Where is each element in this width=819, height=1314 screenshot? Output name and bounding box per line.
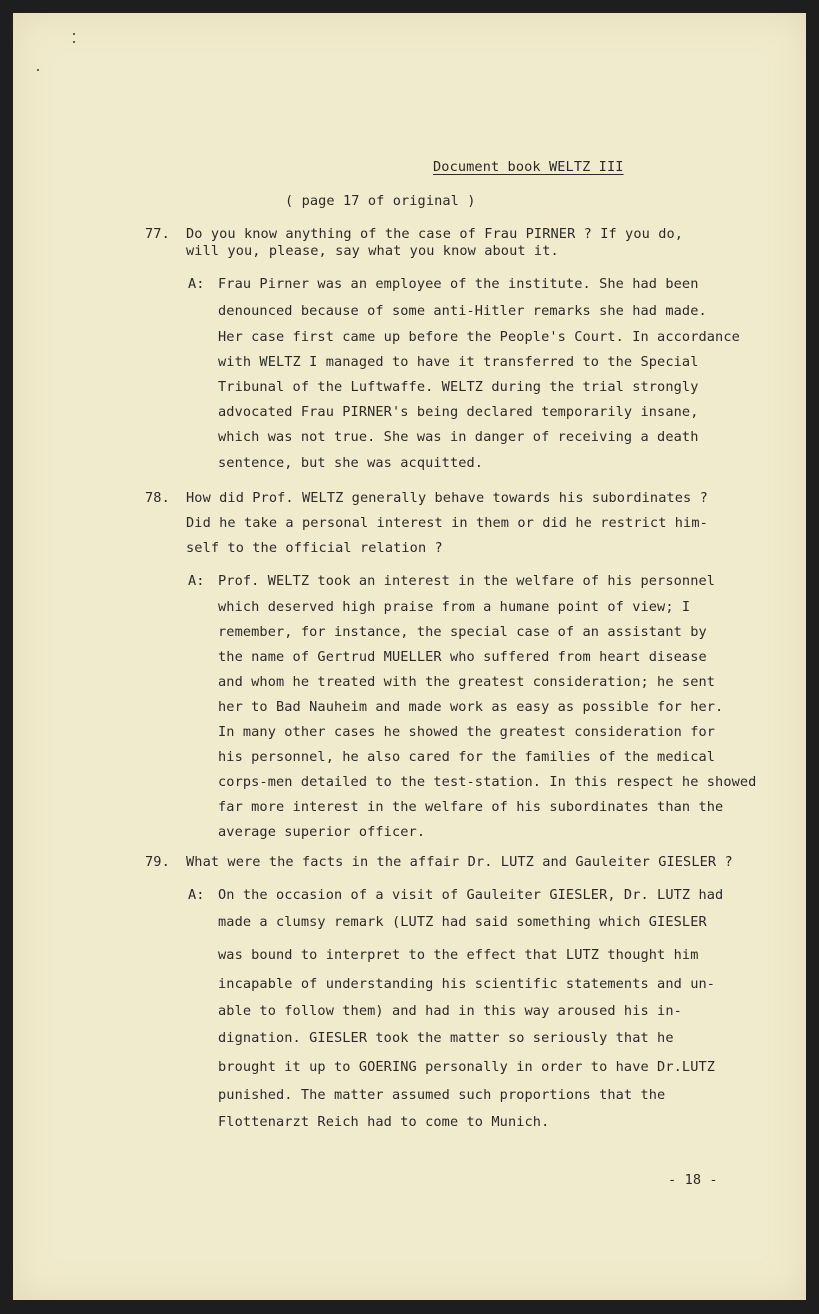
question-text-line: How did Prof. WELTZ generally behave towards his subordinates ? [186, 490, 708, 506]
answer-text-line: remember, for instance, the special case of an assistant by [218, 624, 707, 640]
answer-label: A: [188, 573, 205, 589]
answer-text-line: Frau Pirner was an employee of the institute. She had been [218, 276, 699, 292]
answer-text-line: which was not true. She was in danger of receiving a death [218, 429, 699, 445]
document-title: Document book WELTZ III [433, 159, 624, 175]
question-text-line: will you, please, say what you know about it. [186, 243, 559, 259]
question-text-line: Did he take a personal interest in them or did he restrict him- [186, 515, 708, 531]
answer-text-line: and whom he treated with the greatest consideration; he sent [218, 674, 716, 690]
answer-text-line: Tribunal of the Luftwaffe. WELTZ during the trial strongly [218, 379, 699, 395]
answer-text-line: On the occasion of a visit of Gauleiter GIESLER, Dr. LUTZ had [218, 887, 724, 903]
answer-text-line: incapable of understanding his scientific statements and un- [218, 976, 716, 992]
answer-text-line: far more interest in the welfare of his subordinates than the [218, 799, 724, 815]
paper-speck [37, 69, 39, 71]
answer-text-line: corps-men detailed to the test-station. In this respect he showed [218, 774, 757, 790]
answer-text-line: brought it up to GOERING personally in order to have Dr.LUTZ [218, 1059, 716, 1075]
answer-text-line: made a clumsy remark (LUTZ had said something which GIESLER [218, 914, 707, 930]
document-page [13, 13, 806, 1300]
answer-text-line: In many other cases he showed the greatest consideration for [218, 724, 716, 740]
answer-text-line: sentence, but she was acquitted. [218, 455, 484, 471]
answer-text-line: the name of Gertrud MUELLER who suffered from heart disease [218, 649, 707, 665]
answer-text-line: his personnel, he also cared for the families of the medical [218, 749, 716, 765]
answer-text-line: average superior officer. [218, 824, 426, 840]
answer-text-line: denounced because of some anti-Hitler remarks she had made. [218, 303, 707, 319]
answer-text-line: which deserved high praise from a humane point of view; I [218, 599, 691, 615]
answer-text-line: Her case first came up before the People's Court. In accordance [218, 329, 740, 345]
question-text-line: self to the official relation ? [186, 540, 443, 556]
answer-text-line: her to Bad Nauheim and made work as easy as possible for her. [218, 699, 724, 715]
answer-label: A: [188, 887, 205, 903]
answer-text-line: with WELTZ I managed to have it transferred to the Special [218, 354, 699, 370]
answer-text-line: was bound to interpret to the effect that LUTZ thought him [218, 947, 699, 963]
question-number: 78. [145, 490, 170, 506]
paper-speck [73, 33, 75, 35]
answer-text-line: able to follow them) and had in this way aroused his in- [218, 1003, 682, 1019]
question-number: 79. [145, 854, 170, 870]
page-reference: ( page 17 of original ) [285, 193, 476, 209]
answer-text-line: Prof. WELTZ took an interest in the welfare of his personnel [218, 573, 716, 589]
answer-text-line: Flottenarzt Reich had to come to Munich. [218, 1114, 550, 1130]
answer-text-line: advocated Frau PIRNER's being declared temporarily insane, [218, 404, 699, 420]
paper-speck [73, 41, 75, 43]
question-text-line: What were the facts in the affair Dr. LUTZ and Gauleiter GIESLER ? [186, 854, 733, 870]
question-text-line: Do you know anything of the case of Frau PIRNER ? If you do, [186, 226, 684, 242]
answer-text-line: dignation. GIESLER took the matter so seriously that he [218, 1030, 674, 1046]
page-number: - 18 - [668, 1172, 718, 1188]
answer-label: A: [188, 276, 205, 292]
answer-text-line: punished. The matter assumed such proportions that the [218, 1087, 666, 1103]
question-number: 77. [145, 226, 170, 242]
